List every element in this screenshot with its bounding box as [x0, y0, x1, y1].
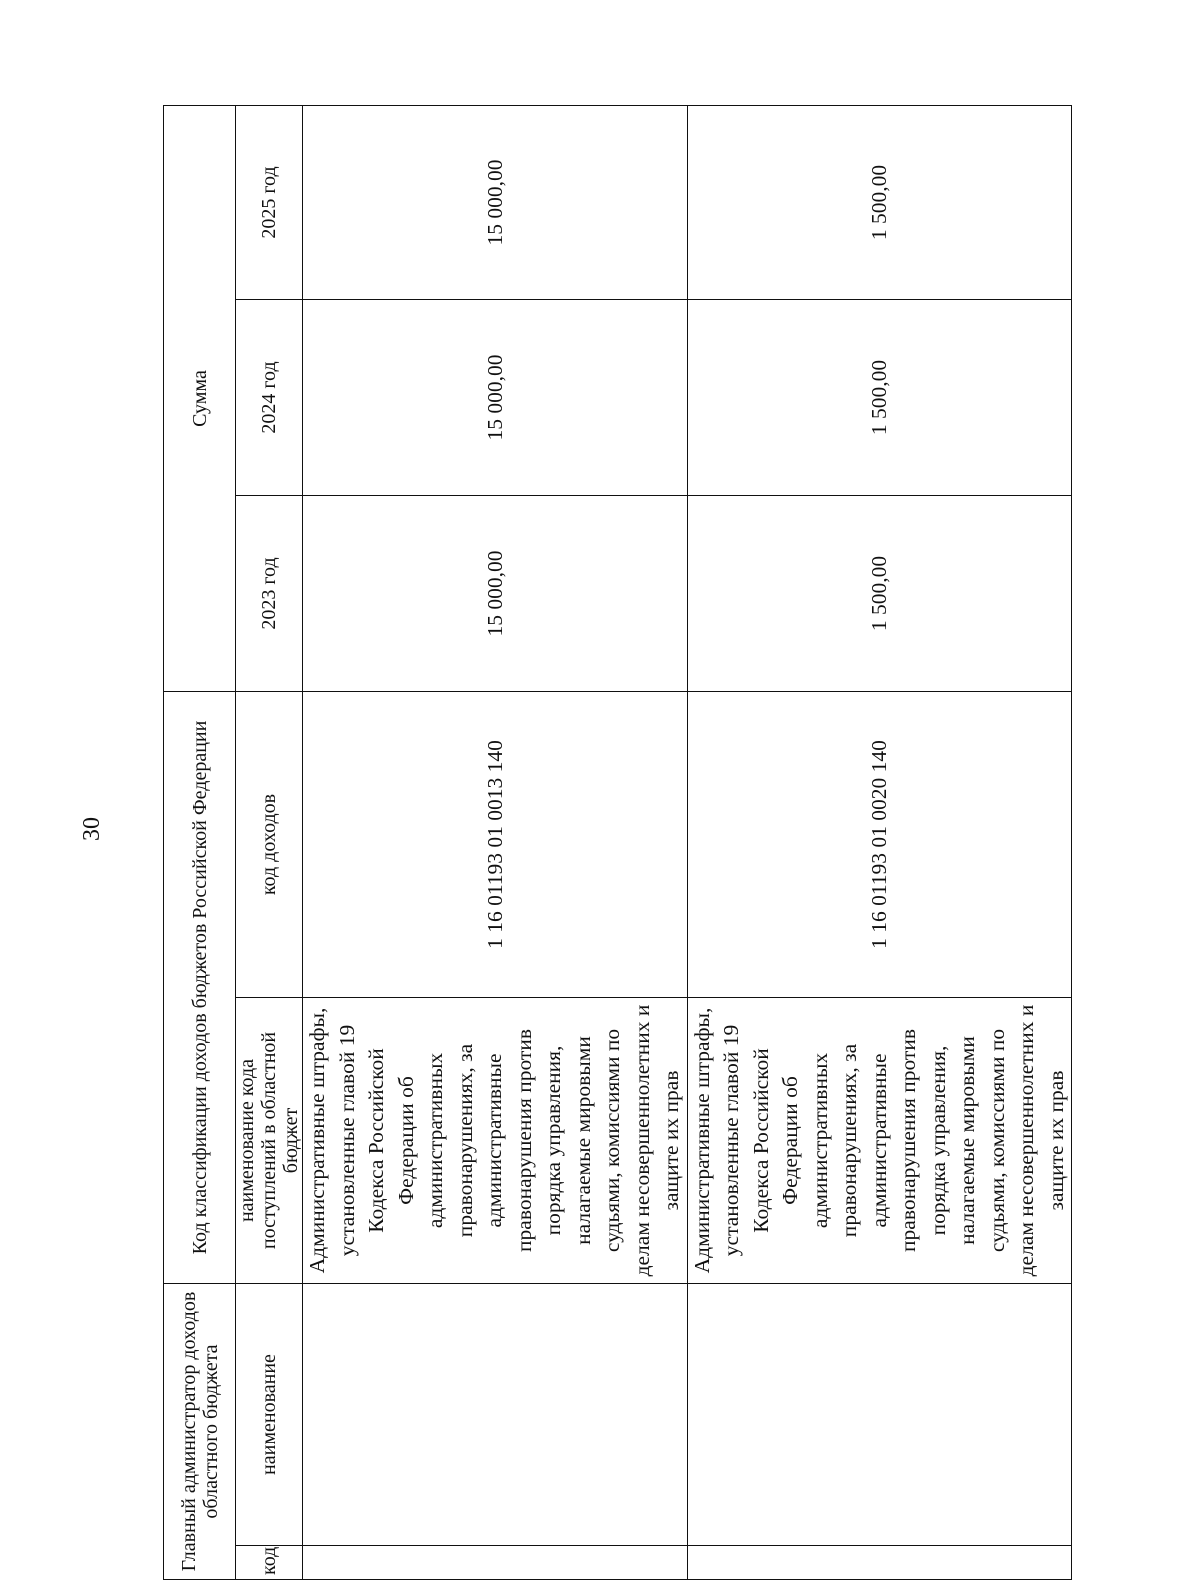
header-row-group	[164, 105, 236, 1579]
table-row	[303, 105, 688, 1579]
header-year-2024: 2024 год	[236, 300, 303, 496]
income-name-cell: Административные штрафы, установленные главой 19 Кодекса Российской Федерации об административных правонарушениях, за административные правонарушения против порядка управления, налагаемые мировыми судьями, комиссиями по делам несовершеннолетних и защите их прав	[303, 998, 688, 1284]
amount-2024-cell: 15 000,00	[303, 300, 688, 496]
amount-2025-cell: 15 000,00	[303, 105, 688, 299]
header-row-sub	[236, 105, 303, 1579]
income-table	[163, 105, 1072, 1580]
page-number: 30	[79, 817, 105, 841]
header-admin-code: код	[236, 1546, 303, 1580]
admin-code-cell	[687, 1546, 1072, 1580]
header-income-name: наименование кода поступлений в областной бюджет	[236, 998, 303, 1284]
amount-2024-cell: 1 500,00	[687, 300, 1072, 496]
income-name-cell: Административные штрафы, установленные главой 19 Кодекса Российской Федерации об административных правонарушениях, за административные правонарушения против порядка управления, налагаемые мировыми судьями, комиссиями по делам несовершеннолетних и защите их прав	[687, 998, 1072, 1284]
header-admin-group: Главный администратор доходов областного бюджета	[164, 1284, 236, 1580]
income-code-cell: 1 16 01193 01 0020 140	[687, 692, 1072, 998]
admin-code-cell	[303, 1546, 688, 1580]
amount-2025-cell: 1 500,00	[687, 105, 1072, 299]
header-year-2025: 2025 год	[236, 105, 303, 299]
admin-name-cell	[687, 1284, 1072, 1546]
header-income-code: код доходов	[236, 692, 303, 998]
amount-2023-cell: 15 000,00	[303, 496, 688, 692]
header-sum-group: Сумма	[164, 105, 236, 691]
income-code-cell: 1 16 01193 01 0013 140	[303, 692, 688, 998]
amount-2023-cell: 1 500,00	[687, 496, 1072, 692]
table-row	[687, 105, 1072, 1579]
header-classification-group: Код классификации доходов бюджетов Российской Федерации	[164, 692, 236, 1284]
rotated-table-container	[163, 106, 1068, 1580]
header-year-2023: 2023 год	[236, 496, 303, 692]
admin-name-cell	[303, 1284, 688, 1546]
header-admin-name: наименование	[236, 1284, 303, 1546]
